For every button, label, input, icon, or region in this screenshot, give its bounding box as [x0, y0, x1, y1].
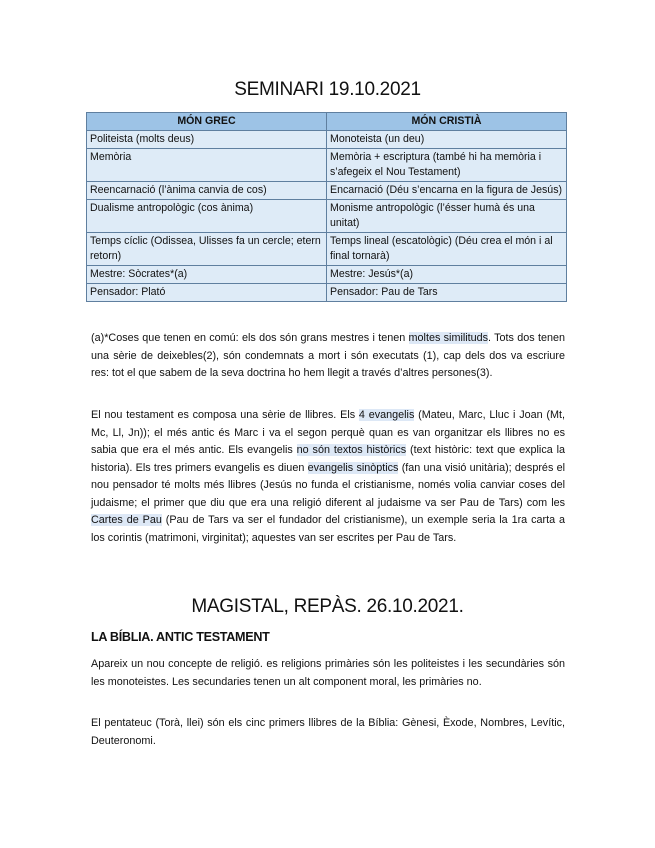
paragraph-pentateuc: El pentateuc (Torà, llei) són els cinc primers llibres de la Bíblia: Gènesi, Èxode, Nombres, Levític, Deuteronomi.: [91, 717, 565, 747]
table-row: [87, 131, 567, 149]
header-mon-cristia: MÓN CRISTIÀ: [327, 113, 567, 131]
table-cell: Reencarnació (l’ànima canvia de cos): [87, 182, 327, 200]
table-header-row: [87, 113, 567, 131]
paragraph-nou-concepte: Apareix un nou concepte de religió. es religions primàries són les politeistes i les secundàries són les monoteistes. Les secundaries tenen un alt component moral, les primàries no.: [91, 658, 565, 688]
table-cell: Monisme antropològic (l’ésser humà és una unitat): [327, 200, 567, 233]
table-row: [87, 266, 567, 284]
text-run: (text històric: text que explica la historia). Els tres primers evangelis es diuen: [91, 444, 566, 474]
text-run: (a)*Coses que tenen en comú: els dos són grans mestres i tenen: [91, 332, 409, 344]
table-cell: Mestre: Jesús*(a): [327, 266, 567, 284]
table-cell: Memòria: [87, 149, 327, 182]
table-cell: Memòria + escriptura (també hi ha memòria i s’afegeix el Nou Testament): [327, 149, 567, 182]
table-cell: Politeista (molts deus): [87, 131, 327, 149]
table-row: [87, 284, 567, 302]
biblia-subtitle: LA BÍBLIA. ANTIC TESTAMENT: [91, 630, 270, 644]
table-cell: Encarnació (Déu s’encarna en la figura de Jesús): [327, 182, 567, 200]
highlight-no-textos-historics: no són textos històrics: [296, 444, 407, 456]
highlight-cartes-de-pau: Cartes de Pau: [91, 514, 162, 526]
header-mon-grec: MÓN GREC: [87, 113, 327, 131]
table-row: [87, 149, 567, 182]
text-run: (Mateu, Marc, Lluc i Joan (Mt, Mc, Ll, Jn)); el més antic és Marc i va el segon perquè quan es van organitzar els llibres no es sabia que era el més antic. Els evangelis: [91, 409, 565, 456]
table-cell: Pensador: Plató: [87, 284, 327, 302]
text-run: . Tots dos tenen una sèrie de deixebles(2), són condemnats a mort i són executats (1), cap dels dos va escriure res: tot el que sabem de la seva doctrina ho hem llegit a través d’altres persones(3).: [91, 332, 565, 379]
table-cell: Mestre: Sòcrates*(a): [87, 266, 327, 284]
paragraph-coses-en-comu: [91, 330, 565, 383]
table-cell: Monoteista (un deu): [327, 131, 567, 149]
table-row: [87, 182, 567, 200]
table-row: [87, 200, 567, 233]
text-run: El nou testament es composa una sèrie de llibres. Els: [91, 409, 359, 421]
highlight-4-evangelis: 4 evangelis: [358, 409, 415, 421]
table-cell: Dualisme antropològic (cos ànima): [87, 200, 327, 233]
text-run: (fan una visió unitària); després el nou pensador té molts més llibres (Jesús no funda el cristianisme, només volia canviar coses del judaisme; el primer que diu que era una religió diferent al judaisme va ser Pau de Tars) com les: [91, 461, 565, 509]
comparison-table: [86, 112, 567, 302]
magistal-title: MAGISTAL, REPÀS. 26.10.2021.: [191, 596, 464, 617]
highlight-moltes-similituds: moltes similituds: [408, 332, 489, 344]
text-run: (Pau de Tars va ser el fundador del cristianisme), un exemple seria la 1ra carta a los corintis (matrimoni, virginitat); aquestes van ser escrites per Pau de Tars.: [91, 514, 565, 544]
table-cell: Temps cíclic (Odissea, Ulisses fa un cercle; etern retorn): [87, 233, 327, 266]
table-cell: Pensador: Pau de Tars: [327, 284, 567, 302]
highlight-evangelis-sinoptics: evangelis sinòptics: [307, 461, 399, 474]
paragraph-nou-testament: [91, 407, 565, 547]
table-row: [87, 233, 567, 266]
seminari-title: SEMINARI 19.10.2021: [234, 79, 421, 100]
table-cell: Temps lineal (escatològic) (Déu crea el món i al final tornarà): [327, 233, 567, 266]
